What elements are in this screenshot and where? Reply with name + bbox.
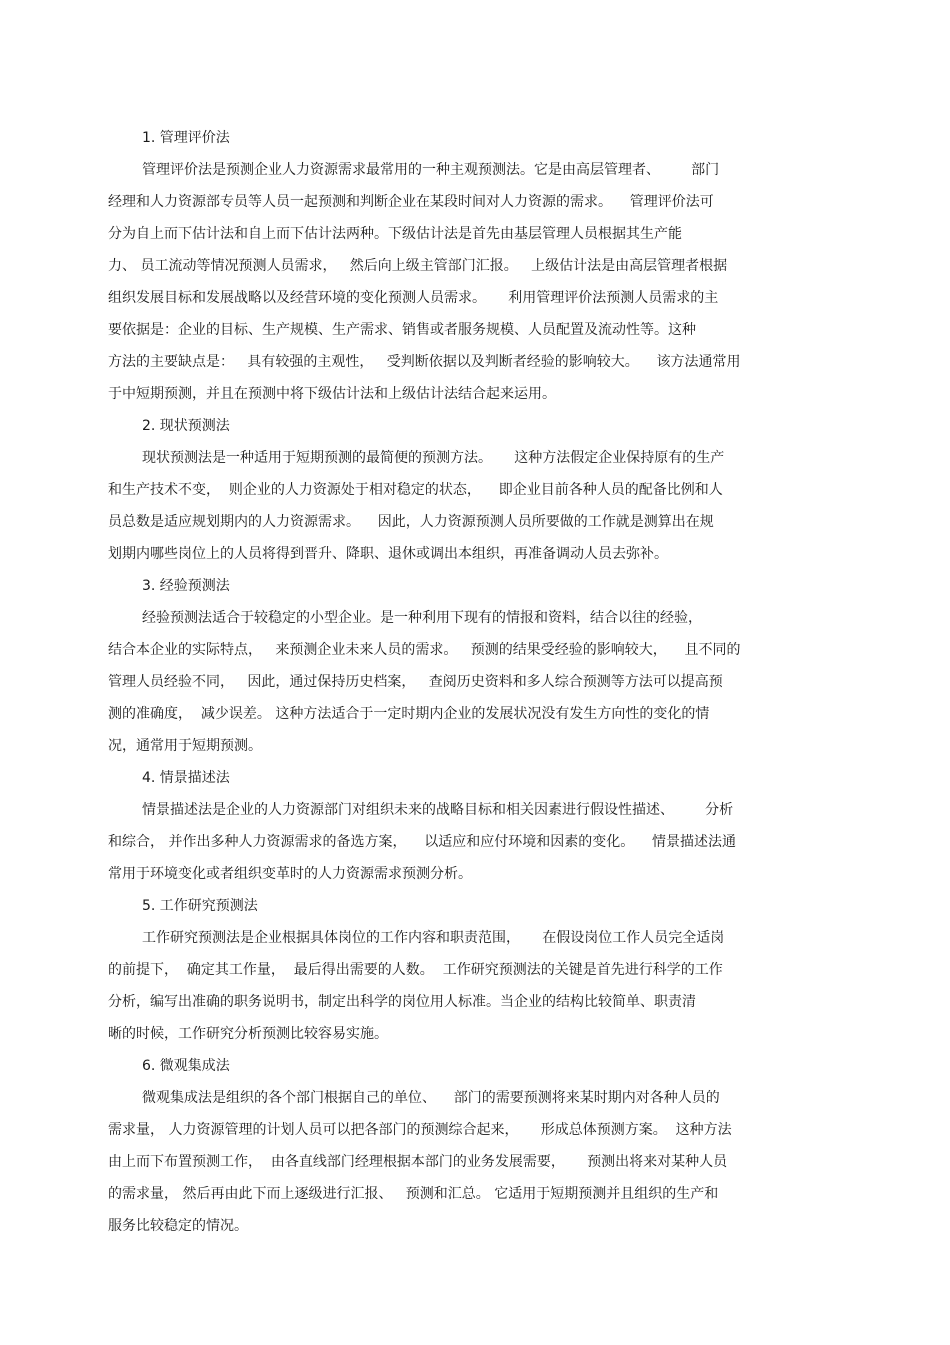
section-heading: 3. 经验预测法 (142, 578, 230, 594)
section-scenario-description (108, 762, 808, 890)
paragraph-line: 要依据是：企业的目标、生产规模、生产需求、销售或者服务规模、人员配置及流动性等。这种 (108, 322, 696, 338)
paragraph-line: 晰的时候，工作研究分析预测比较容易实施。 (108, 1026, 388, 1042)
paragraph-line: 力、 员工流动等情况预测人员需求， 然后向上级主管部门汇报。 上级估计法是由高层管理者根据 (108, 258, 728, 274)
paragraph-line: 经验预测法适合于较稳定的小型企业。是一种利用下现有的情报和资料，结合以往的经验， (142, 610, 702, 626)
paragraph-line: 管理评价法是预测企业人力资源需求最常用的一种主观预测法。它是由高层管理者、 部门 (142, 162, 720, 178)
section-micro-integration (108, 1050, 808, 1242)
section-management-evaluation (108, 122, 808, 410)
section-status-quo-forecast (108, 410, 808, 570)
section-heading: 4. 情景描述法 (142, 770, 230, 786)
section-heading: 2. 现状预测法 (142, 418, 230, 434)
paragraph-line: 经理和人力资源部专员等人员一起预测和判断企业在某段时间对人力资源的需求。 管理评价法可 (108, 194, 714, 210)
paragraph-line: 分析，编写出准确的职务说明书，制定出科学的岗位用人标准。当企业的结构比较简单、职责清 (108, 994, 696, 1010)
paragraph-line: 结合本企业的实际特点， 来预测企业未来人员的需求。 预测的结果受经验的影响较大， 且不同的 (108, 642, 741, 658)
document-body (108, 122, 808, 1242)
paragraph-line: 需求量， 人力资源管理的计划人员可以把各部门的预测综合起来， 形成总体预测方案。 这种方法 (108, 1122, 732, 1138)
paragraph-line: 的前提下， 确定其工作量， 最后得出需要的人数。 工作研究预测法的关键是首先进行科学的工作 (108, 962, 723, 978)
paragraph-line: 的需求量， 然后再由此下而上逐级进行汇报、 预测和汇总。 它适用于短期预测并且组织的生产和 (108, 1186, 719, 1202)
paragraph-line: 和生产技术不变， 则企业的人力资源处于相对稳定的状态， 即企业目前各种人员的配备比例和人 (108, 482, 723, 498)
paragraph-line: 工作研究预测法是企业根据具体岗位的工作内容和职责范围， 在假设岗位工作人员完全适岗 (142, 930, 725, 946)
paragraph-line: 况，通常用于短期预测。 (108, 738, 262, 754)
paragraph-line: 划期内哪些岗位上的人员将得到晋升、降职、退休或调出本组织，再准备调动人员去弥补。 (108, 546, 668, 562)
section-work-study-forecast (108, 890, 808, 1050)
paragraph-line: 分为自上而下估计法和自上而下估计法两种。下级估计法是首先由基层管理人员根据其生产能 (108, 226, 682, 242)
section-heading: 5. 工作研究预测法 (142, 898, 258, 914)
paragraph-line: 常用于环境变化或者组织变革时的人力资源需求预测分析。 (108, 866, 472, 882)
paragraph-line: 微观集成法是组织的各个部门根据自己的单位、 部门的需要预测将来某时期内对各种人员的 (142, 1090, 720, 1106)
section-heading: 1. 管理评价法 (142, 130, 230, 146)
paragraph-line: 服务比较稳定的情况。 (108, 1218, 248, 1234)
paragraph-line: 于中短期预测，并且在预测中将下级估计法和上级估计法结合起来运用。 (108, 386, 556, 402)
paragraph-line: 由上而下布置预测工作， 由各直线部门经理根据本部门的业务发展需要， 预测出将来对某种人员 (108, 1154, 728, 1170)
paragraph-line: 现状预测法是一种适用于短期预测的最简便的预测方法。 这种方法假定企业保持原有的生产 (142, 450, 725, 466)
paragraph-line: 员总数是适应规划期内的人力资源需求。 因此，人力资源预测人员所要做的工作就是测算出在规 (108, 514, 714, 530)
paragraph-line: 测的准确度， 减少误差。 这种方法适合于一定时期内企业的发展状况没有发生方向性的变化的情 (108, 706, 710, 722)
paragraph-line: 情景描述法是企业的人力资源部门对组织未来的战略目标和相关因素进行假设性描述、 分析 (142, 802, 734, 818)
paragraph-line: 和综合， 并作出多种人力资源需求的备选方案， 以适应和应付环境和因素的变化。 情景描述法通 (108, 834, 737, 850)
section-experience-forecast (108, 570, 808, 762)
paragraph-line: 方法的主要缺点是： 具有较强的主观性， 受判断依据以及判断者经验的影响较大。 该方法通常用 (108, 354, 741, 370)
section-heading: 6. 微观集成法 (142, 1058, 230, 1074)
paragraph-line: 管理人员经验不同， 因此，通过保持历史档案， 查阅历史资料和多人综合预测等方法可以提高预 (108, 674, 723, 690)
paragraph-line: 组织发展目标和发展战略以及经营环境的变化预测人员需求。 利用管理评价法预测人员需求的主 (108, 290, 719, 306)
